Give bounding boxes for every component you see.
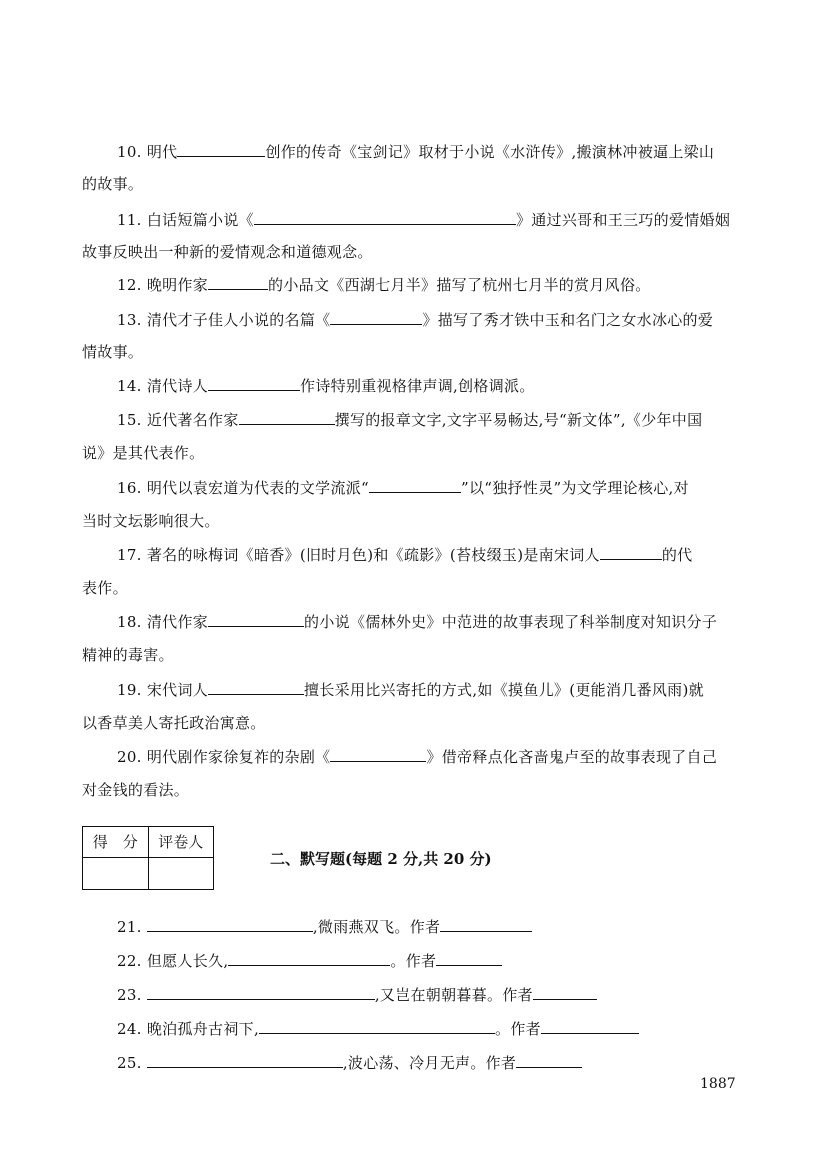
answer-blank[interactable]: [330, 310, 422, 325]
question-11-cont: 故事反映出一种新的爱情观念和道德观念。: [82, 243, 373, 261]
grader-label: 评卷人: [148, 827, 213, 858]
question-18-cont: 精神的毒害。: [82, 646, 174, 664]
author-blank[interactable]: [541, 1019, 639, 1034]
score-field[interactable]: [83, 858, 149, 890]
author-blank[interactable]: [436, 951, 502, 966]
answer-blank[interactable]: [208, 612, 304, 627]
dictation-25: 25. ,波心荡、冷月无声。作者: [117, 1053, 582, 1073]
author-blank[interactable]: [516, 1053, 582, 1068]
answer-blank[interactable]: [228, 951, 390, 966]
question-19-cont: 以香草美人寄托政治寓意。: [82, 714, 266, 732]
answer-blank[interactable]: [600, 545, 662, 560]
answer-blank[interactable]: [369, 478, 461, 493]
question-10: 10. 明代 创作的传奇《宝剑记》取材于小说《水浒传》,搬演林冲被逼上梁山: [117, 143, 715, 161]
question-11: 11. 白话短篇小说《 》通过兴哥和王三巧的爱情婚姻: [117, 211, 731, 229]
question-20: 20. 明代剧作家徐复祚的杂剧《 》借帝释点化吝啬鬼卢至的故事表现了自己: [117, 748, 718, 766]
answer-blank[interactable]: [177, 142, 265, 157]
author-blank[interactable]: [440, 917, 532, 932]
answer-blank[interactable]: [259, 1019, 495, 1034]
author-blank[interactable]: [533, 985, 597, 1000]
answer-blank[interactable]: [208, 376, 300, 391]
section-title: 二、默写题(每题 2 分,共 20 分): [270, 850, 492, 868]
question-16: 16. 明代以袁宏道为代表的文学流派“ ”以“独抒性灵”为文学理论核心,对: [117, 479, 689, 497]
dictation-24: 24. 晚泊孤舟古祠下, 。作者: [117, 1019, 639, 1039]
answer-blank[interactable]: [147, 917, 313, 932]
question-12: 12. 晚明作家 的小品文《西湖七月半》描写了杭州七月半的赏月风俗。: [117, 276, 651, 294]
question-14: 14. 清代诗人 作诗特别重视格律声调,创格调派。: [117, 377, 535, 395]
page-number: 1887: [700, 1076, 736, 1092]
answer-blank[interactable]: [330, 747, 426, 762]
question-10-cont: 的故事。: [82, 175, 144, 193]
question-17: 17. 著名的咏梅词《暗香》(旧时月色)和《疏影》(苔枝缀玉)是南宋词人 的代: [117, 546, 693, 564]
question-19: 19. 宋代词人 擅长采用比兴寄托的方式,如《摸鱼儿》(更能消几番风雨)就: [117, 681, 704, 699]
question-17-cont: 表作。: [82, 579, 128, 597]
dictation-22: 22. 但愿人长久, 。作者: [117, 951, 502, 971]
question-18: 18. 清代作家 的小说《儒林外史》中范进的故事表现了科举制度对知识分子: [117, 613, 718, 631]
answer-blank[interactable]: [208, 275, 268, 290]
answer-blank[interactable]: [147, 1053, 343, 1068]
grader-field[interactable]: [148, 858, 213, 890]
question-13-cont: 情故事。: [82, 343, 144, 361]
answer-blank[interactable]: [208, 680, 304, 695]
question-16-cont: 当时文坛影响很大。: [82, 512, 220, 530]
question-15-cont: 说》是其代表作。: [82, 444, 205, 462]
question-13: 13. 清代才子佳人小说的名篇《 》描写了秀才铁中玉和名门之女水冰心的爱: [117, 311, 714, 329]
question-15: 15. 近代著名作家 撰写的报章文字,文字平易畅达,号“新文体”,《少年中国: [117, 411, 703, 429]
answer-blank[interactable]: [254, 210, 516, 225]
score-label: 得 分: [83, 827, 149, 858]
question-20-cont: 对金钱的看法。: [82, 781, 190, 799]
answer-blank[interactable]: [147, 985, 375, 1000]
answer-blank[interactable]: [239, 410, 335, 425]
dictation-21: 21. ,微雨燕双飞。作者: [117, 917, 532, 937]
dictation-23: 23. ,又岂在朝朝暮暮。作者: [117, 985, 597, 1005]
score-box: [82, 826, 214, 890]
